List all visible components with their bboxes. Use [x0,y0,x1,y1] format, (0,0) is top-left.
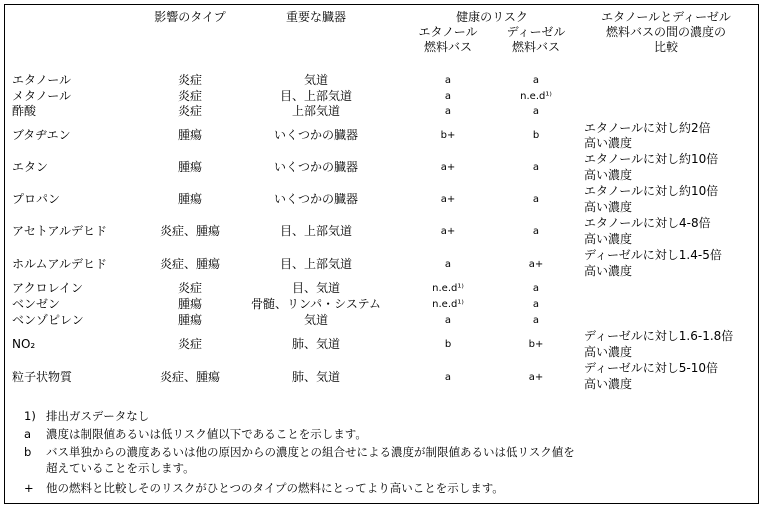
row-effect-type: 腫瘍 [177,192,203,206]
row-ratio-line2: 高い濃度 [584,345,633,359]
row-ethanol-risk: b [444,339,452,350]
row-ratio-line1: ディーゼルに対し5-10倍 [584,361,719,375]
row-ethanol-risk: a [444,75,452,86]
row-organ: 目、上部気道 [279,89,353,103]
row-ratio-line1: エタノールに対し約10倍 [584,184,719,198]
row-organ: 肺、気道 [291,337,341,351]
header-ratio-3: 比較 [653,40,679,54]
row-substance: プロパン [12,192,61,206]
row-substance: アクロレイン [12,281,84,295]
row-effect-type: 炎症 [177,89,203,103]
row-diesel-risk: a [532,299,540,310]
footnote-text: 濃度は制限値あるいは低リスク値以下であることを示します。 [46,427,367,441]
row-substance: 粒子状物質 [12,370,73,384]
footnote-mark: 1) [24,409,36,423]
row-ethanol-risk: n.e.d¹⁾ [432,299,464,310]
footnote-text: 他の燃料と比較しそのリスクがひとつのタイプの燃料にとってより高いことを示します。 [46,481,504,495]
row-effect-type: 炎症、腫瘍 [159,370,221,384]
footnote-mark: b [24,445,32,459]
header-ratio-1: エタノールとディーゼル [601,10,731,24]
header-ethanol-bus-2: 燃料バス [423,40,473,54]
footnote-mark: a [24,427,32,441]
header-critical-organ: 重要な臓器 [285,10,347,24]
row-effect-type: 腫瘍 [177,297,203,311]
row-diesel-risk: b [532,130,540,141]
row-ethanol-risk: a [444,106,452,117]
header-ethanol-bus-1: エタノール [418,25,478,39]
footnote-text: バス単独からの濃度あるいは他の原因からの濃度との組合せによる濃度が制限値あるいは低リスク値を [46,445,575,459]
row-diesel-risk: a+ [528,259,544,270]
header-diesel-bus-1: ディーゼル [506,25,566,39]
row-substance: アセトアルデヒド [12,224,108,238]
row-substance: エタン [12,160,49,174]
row-organ: 目、上部気道 [279,257,353,271]
row-substance: ベンゾピレン [12,313,84,327]
row-substance: NO₂ [12,337,36,351]
row-ethanol-risk: a+ [440,194,456,205]
row-diesel-risk: n.e.d¹⁾ [520,91,552,102]
row-effect-type: 腫瘍 [177,313,203,327]
row-ethanol-risk: a+ [440,226,456,237]
row-ratio-line1: ディーゼルに対し1.6-1.8倍 [584,329,734,343]
row-substance: メタノール [12,89,72,103]
row-organ: 肺、気道 [291,370,341,384]
header-health-risk: 健康のリスク [456,10,528,24]
header-ratio-2: 燃料バスの間の濃度の [605,25,727,39]
row-ethanol-risk: a+ [440,162,456,173]
row-substance: ホルムアルデヒド [12,257,108,271]
row-ethanol-risk: n.e.d¹⁾ [432,283,464,294]
row-ratio-line2: 高い濃度 [584,377,633,391]
row-effect-type: 腫瘍 [177,160,203,174]
row-ethanol-risk: a [444,372,452,383]
row-ratio-line2: 高い濃度 [584,200,633,214]
row-diesel-risk: a [532,162,540,173]
row-organ: 目、上部気道 [279,224,353,238]
row-diesel-risk: a [532,283,540,294]
row-ratio-line2: 高い濃度 [584,232,633,246]
row-substance: ベンゼン [12,297,61,311]
row-ratio-line2: 高い濃度 [584,136,633,150]
row-ratio-line1: エタノールに対し4-8倍 [584,216,711,230]
row-organ: いくつかの臓器 [273,128,359,142]
row-effect-type: 炎症 [177,281,203,295]
header-effect-type: 影響のタイプ [154,10,226,24]
row-organ: 目、気道 [291,281,341,295]
row-organ: 骨髄、リンパ・システム [251,297,381,311]
footnote-mark: + [24,481,34,495]
row-ratio-line1: エタノールに対し約10倍 [584,152,719,166]
row-ethanol-risk: a [444,259,452,270]
row-effect-type: 炎症、腫瘍 [159,224,221,238]
header-diesel-bus-2: 燃料バス [511,40,561,54]
row-diesel-risk: a [532,226,540,237]
row-organ: 気道 [303,313,329,327]
row-effect-type: 炎症 [177,104,203,118]
row-organ: いくつかの臓器 [273,160,359,174]
row-effect-type: 炎症 [177,337,203,351]
row-ratio-line2: 高い濃度 [584,264,633,278]
row-diesel-risk: a [532,194,540,205]
row-substance: エタノール [12,73,72,87]
footnote-text: 排出ガスデータなし [46,409,150,423]
row-effect-type: 炎症、腫瘍 [159,257,221,271]
footnote-text-cont: 超えていることを示します。 [46,461,195,475]
row-organ: 気道 [303,73,329,87]
row-organ: いくつかの臓器 [273,192,359,206]
row-substance: ブタヂエン [12,128,71,142]
row-ratio-line1: ディーゼルに対し1.4-5倍 [584,248,722,262]
row-diesel-risk: a [532,315,540,326]
row-diesel-risk: a [532,106,540,117]
row-diesel-risk: b+ [528,339,544,350]
row-diesel-risk: a+ [528,372,544,383]
row-effect-type: 腫瘍 [177,128,203,142]
row-ethanol-risk: a [444,315,452,326]
row-substance: 酢酸 [12,104,37,118]
row-ratio-line2: 高い濃度 [584,168,633,182]
row-ethanol-risk: b+ [440,130,456,141]
row-ratio-line1: エタノールに対し約2倍 [584,121,711,135]
row-ethanol-risk: a [444,91,452,102]
row-diesel-risk: a [532,75,540,86]
row-organ: 上部気道 [291,104,341,118]
row-effect-type: 炎症 [177,73,203,87]
